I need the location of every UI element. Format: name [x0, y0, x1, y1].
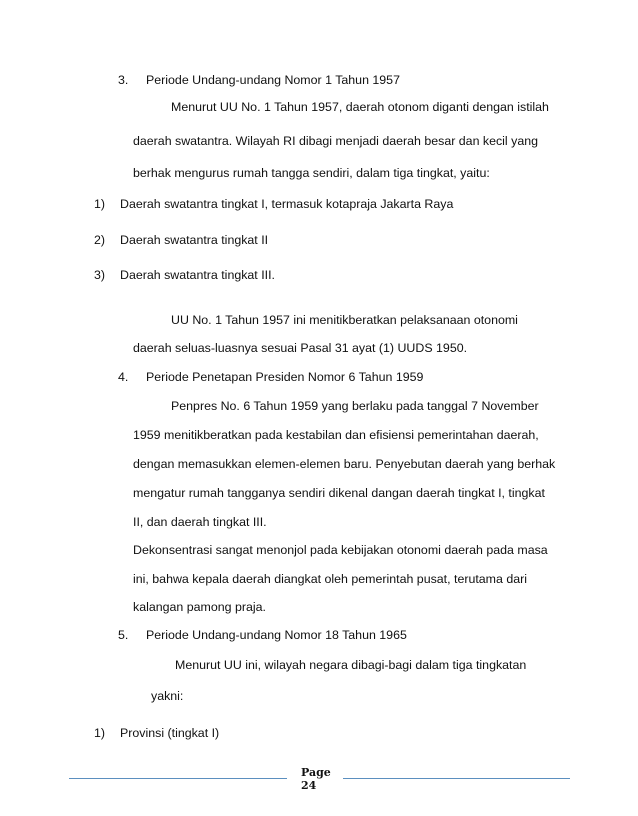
paragraph-line: mengatur rumah tangganya sendiri dikenal dangan daerah tingkat I, tingkat: [133, 486, 545, 500]
paragraph-line: UU No. 1 Tahun 1957 ini menitikberatkan pelaksanaan otonomi: [171, 313, 518, 327]
page-number: 24: [301, 779, 317, 792]
section-number: 5.: [118, 628, 129, 642]
page-word: Page: [301, 766, 331, 779]
page-number-label: [301, 766, 341, 792]
footer-rule-right: [343, 778, 570, 779]
paragraph-line: Dekonsentrasi sangat menonjol pada kebijakan otonomi daerah pada masa: [133, 543, 548, 557]
paragraph-line: Menurut UU No. 1 Tahun 1957, daerah otonom diganti dengan istilah: [171, 100, 549, 114]
section-number: 4.: [118, 370, 129, 384]
section-heading: Periode Penetapan Presiden Nomor 6 Tahun 1959: [146, 370, 424, 384]
paragraph-line: daerah swatantra. Wilayah RI dibagi menjadi daerah besar dan kecil yang: [133, 134, 538, 148]
paragraph-line: yakni:: [151, 689, 184, 703]
paragraph-line: Menurut UU ini, wilayah negara dibagi-bagi dalam tiga tingkatan: [175, 658, 527, 672]
list-item-text: Daerah swatantra tingkat I, termasuk kotapraja Jakarta Raya: [120, 197, 454, 211]
list-item-number: 1): [94, 726, 106, 740]
section-heading: Periode Undang-undang Nomor 1 Tahun 1957: [146, 73, 400, 87]
list-item-text: Daerah swatantra tingkat III.: [120, 268, 275, 282]
paragraph-line: kalangan pamong praja.: [133, 600, 266, 614]
paragraph-line: daerah seluas-luasnya sesuai Pasal 31 ayat (1) UUDS 1950.: [133, 341, 468, 355]
list-item-number: 2): [94, 233, 106, 247]
footer-rule-left: [69, 778, 287, 779]
section-heading: Periode Undang-undang Nomor 18 Tahun 1965: [146, 628, 407, 642]
list-item-text: Daerah swatantra tingkat II: [120, 233, 269, 247]
paragraph-line: ini, bahwa kepala daerah diangkat oleh pemerintah pusat, terutama dari: [133, 572, 528, 586]
list-item-number: 3): [94, 268, 106, 282]
paragraph-line: 1959 menitikberatkan pada kestabilan dan efisiensi pemerintahan daerah,: [133, 428, 539, 442]
paragraph-line: dengan memasukkan elemen-elemen baru. Penyebutan daerah yang berhak: [133, 457, 556, 471]
paragraph-line: berhak mengurus rumah tangga sendiri, dalam tiga tingkat, yaitu:: [133, 166, 490, 180]
list-item-number: 1): [94, 197, 106, 211]
section-number: 3.: [118, 73, 129, 87]
paragraph-line: II, dan daerah tingkat III.: [133, 515, 267, 529]
paragraph-line: Penpres No. 6 Tahun 1959 yang berlaku pada tanggal 7 November: [171, 399, 539, 413]
list-item-text: Provinsi (tingkat I): [120, 726, 220, 740]
